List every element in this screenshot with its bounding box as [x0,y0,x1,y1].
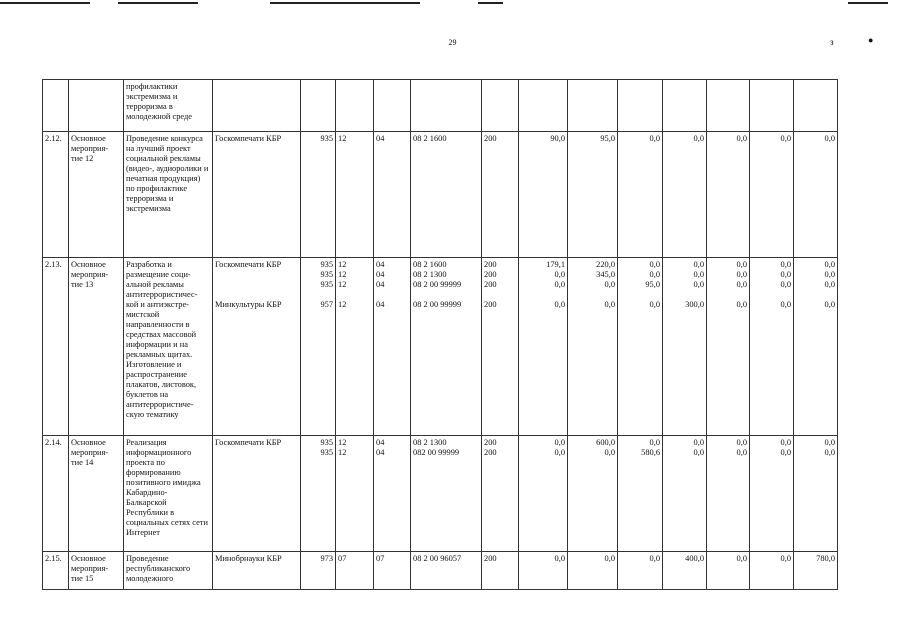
measure-name: Разработка и размещение соци- альной рекламы антитеррористичес- кой и антиэкстре- мистской направленности в средствах массовой информации и на рекламных щитах. Изготовление и распространение плакатов, листовок, буклетов на антитеррористиче- скую тематику [126,260,198,419]
amount-2020-cell [794,436,838,552]
row-number-cell [43,436,69,552]
amount-2016-value: 0,0 [649,134,660,143]
amount-2014-cell [519,132,568,258]
grbs-code-cell [301,132,336,258]
vr-code-value: 200 [484,554,497,563]
csr-code-value: 082 00 99999 [413,448,460,457]
amount-2016-cell [618,436,663,552]
pr-code-cell [374,80,411,132]
executor-cell [213,436,301,552]
amount-2019-value: 0,0 [780,270,791,279]
scan-edge-line [270,2,420,4]
executor-cell [213,132,301,258]
grbs-code-value: 935 [320,448,333,457]
amount-2018-cell [707,258,750,436]
amount-2017-value: 0,0 [693,134,704,143]
amount-2014-cell [519,80,568,132]
row-number-cell [43,258,69,436]
rz-code-value: 12 [338,438,347,447]
pr-code-cell [374,552,411,590]
row-number: 2.13. [45,260,62,269]
amount-2017-value: 0,0 [693,438,704,447]
csr-code-cell [411,552,482,590]
amount-2014-value: 90,0 [550,134,565,143]
amount-2017-value: 400,0 [685,554,704,563]
amount-2017-cell [663,80,707,132]
pr-code-value: 04 [376,134,385,143]
measure-type-cell [69,436,124,552]
amount-2014-cell [519,552,568,590]
rz-code-value: 07 [338,554,347,563]
amount-2019-cell [750,436,794,552]
amount-2015-value: 345,0 [596,270,615,279]
vr-code-value: 200 [484,300,497,309]
measure-type-cell [69,552,124,590]
amount-2014-cell [519,436,568,552]
pr-code-cell [374,132,411,258]
csr-code-value: 08 2 00 99999 [413,280,462,289]
row-number: 2.12. [45,134,62,143]
executor-value: Госкомпечати КБР [215,134,282,143]
measure-name-cell [124,552,213,590]
amount-2015-cell [568,258,618,436]
amount-2017-value: 0,0 [693,260,704,269]
amount-2020-value: 0,0 [824,438,835,447]
csr-code-value: 08 2 1600 [413,260,447,269]
corner-mark: з [830,37,834,47]
executor-value: Минобрнауки КБР [215,554,282,563]
amount-2016-cell [618,80,663,132]
table-row [43,552,838,590]
amount-2016-value: 0,0 [649,260,660,269]
vr-code-value: 200 [484,260,497,269]
csr-code-value: 08 2 00 99999 [413,300,462,309]
rz-code-cell [336,436,374,552]
amount-2018-cell [707,436,750,552]
rz-code-value: 12 [338,134,347,143]
pr-code-value: 07 [376,554,385,563]
amount-2019-cell [750,552,794,590]
rz-code-cell [336,132,374,258]
grbs-code-cell [301,552,336,590]
vr-code-cell [482,132,519,258]
amount-2019-cell [750,132,794,258]
table-row [43,132,838,258]
amount-2014-value: 0,0 [554,300,565,309]
amount-2015-value: 0,0 [604,554,615,563]
amount-2016-value: 0,0 [649,438,660,447]
amount-2020-cell [794,80,838,132]
table-row [43,80,838,132]
amount-2019-value: 0,0 [780,554,791,563]
amount-2018-value: 0,0 [736,270,747,279]
grbs-code-value: 935 [320,260,333,269]
amount-2020-cell [794,258,838,436]
measure-name: профилактики экстремизма и терроризма в молодежной среде [126,82,193,121]
grbs-code-value: 935 [320,280,333,289]
amount-2019-value: 0,0 [780,260,791,269]
executor-cell [213,552,301,590]
executor-value [215,280,298,290]
executor-value: Минкультуры КБР [215,300,282,309]
amount-2017-value: 300,0 [685,300,704,309]
amount-2015-value: 220,0 [596,260,615,269]
amount-2015-value: 0,0 [604,300,615,309]
grbs-code-cell [301,436,336,552]
scan-edge-line [848,2,888,4]
amount-2019-value: 0,0 [780,448,791,457]
measure-type: Основное мероприя- тие 12 [71,134,109,163]
vr-code-value: 200 [484,270,497,279]
vr-code-value: 200 [484,134,497,143]
amount-2020-value: 0,0 [824,270,835,279]
amount-2018-cell [707,552,750,590]
grbs-code-value: 973 [320,554,333,563]
table-row [43,258,838,436]
pr-code-value: 04 [376,280,385,289]
rz-code-cell [336,258,374,436]
measure-type-cell [69,132,124,258]
rz-code-value: 12 [338,280,347,289]
amount-2019-value: 0,0 [780,134,791,143]
amount-2017-value: 0,0 [693,280,704,289]
amount-2015-value: 0,0 [604,280,615,289]
rz-code-value: 12 [338,300,347,309]
csr-code-cell [411,258,482,436]
amount-2019-value: 0,0 [780,438,791,447]
amount-2016-value: 95,0 [645,280,660,289]
rz-code-value: 12 [338,448,347,457]
amount-2019-value: 0,0 [780,300,791,309]
scan-edge-line [118,2,198,4]
amount-2017-cell [663,436,707,552]
amount-2015-value: 0,0 [604,448,615,457]
measure-type: Основное мероприя- тие 13 [71,260,109,289]
csr-code-cell [411,436,482,552]
row-number-cell [43,552,69,590]
rz-code-value: 12 [338,270,347,279]
amount-2018-cell [707,80,750,132]
measure-type: Основное мероприя- тие 14 [71,438,109,467]
csr-code-value: 08 2 1600 [413,134,447,143]
corner-mark: ● [868,35,874,45]
pr-code-value: 04 [376,300,385,309]
amount-2016-cell [618,132,663,258]
amount-2017-cell [663,132,707,258]
amount-2014-value: 0,0 [554,270,565,279]
vr-code-cell [482,436,519,552]
grbs-code-value: 935 [320,134,333,143]
row-number-cell [43,80,69,132]
amount-2018-value: 0,0 [736,438,747,447]
csr-code-value: 08 2 1300 [413,270,447,279]
amount-2020-value: 0,0 [824,300,835,309]
scan-edge-line [0,2,90,4]
row-number: 2.15. [45,554,62,563]
amount-2018-value: 0,0 [736,554,747,563]
grbs-code-cell [301,80,336,132]
measure-name-cell [124,436,213,552]
amount-2014-value: 179,1 [546,260,565,269]
row-number: 2.14. [45,438,62,447]
amount-2015-cell [568,132,618,258]
amount-2018-value: 0,0 [736,280,747,289]
amount-2014-value: 0,0 [554,280,565,289]
vr-code-cell [482,80,519,132]
executor-cell [213,258,301,436]
amount-2018-value: 0,0 [736,134,747,143]
amount-2018-value: 0,0 [736,300,747,309]
grbs-code-cell [301,258,336,436]
amount-2020-cell [794,132,838,258]
grbs-code-value: 935 [320,270,333,279]
vr-code-value: 200 [484,280,497,289]
amount-2016-value: 0,0 [649,300,660,309]
csr-code-value: 08 2 1300 [413,438,447,447]
pr-code-value: 04 [376,260,385,269]
amount-2020-value: 0,0 [824,280,835,289]
amount-2018-cell [707,132,750,258]
measure-name-cell [124,80,213,132]
grbs-code-value: 935 [320,438,333,447]
amount-2016-cell [618,258,663,436]
pr-code-value: 04 [376,448,385,457]
page-number: 29 [448,38,457,47]
amount-2020-value: 0,0 [824,134,835,143]
vr-code-cell [482,258,519,436]
csr-code-value: 08 2 00 96057 [413,554,462,563]
vr-code-value: 200 [484,448,497,457]
amount-2015-cell [568,436,618,552]
row-number-cell [43,132,69,258]
amount-2016-value: 0,0 [649,270,660,279]
measure-name-cell [124,258,213,436]
rz-code-cell [336,552,374,590]
vr-code-value: 200 [484,438,497,447]
amount-2019-cell [750,80,794,132]
pr-code-cell [374,258,411,436]
amount-2015-value: 600,0 [596,438,615,447]
amount-2020-value: 0,0 [824,448,835,457]
amount-2017-cell [663,552,707,590]
amount-2014-value: 0,0 [554,448,565,457]
amount-2016-value: 0,0 [649,554,660,563]
amount-2020-cell [794,552,838,590]
measure-type-cell [69,80,124,132]
measure-name: Реализация информационного проекта по формированию позитивного имиджа Кабардино- Балкарской Республики в социальных сетях сети Интернет [126,438,208,537]
amount-2017-value: 0,0 [693,270,704,279]
executor-value [215,270,298,280]
program-measures-table [42,79,838,590]
rz-code-value: 12 [338,260,347,269]
grbs-code-value: 957 [320,300,333,309]
amount-2014-value: 0,0 [554,438,565,447]
vr-code-cell [482,552,519,590]
amount-2019-cell [750,258,794,436]
amount-2020-value: 780,0 [816,554,835,563]
measure-type-cell [69,258,124,436]
amount-2018-value: 0,0 [736,448,747,457]
measure-type: Основное мероприя- тие 15 [71,554,109,583]
csr-code-cell [411,132,482,258]
measure-name: Проведение республиканского молодежного [126,554,191,583]
rz-code-cell [336,80,374,132]
pr-code-value: 04 [376,270,385,279]
amount-2017-cell [663,258,707,436]
measure-name: Проведение конкурса на лучший проект социальной рекламы (видео-, аудиоролики и печатная продукция) по профилактике терроризма и экстремизма [126,134,209,213]
amount-2017-value: 0,0 [693,448,704,457]
amount-2016-cell [618,552,663,590]
amount-2019-value: 0,0 [780,280,791,289]
amount-2015-cell [568,80,618,132]
amount-2015-value: 95,0 [600,134,615,143]
amount-2016-value: 580,6 [641,448,660,457]
scan-edge-line [478,2,503,4]
pr-code-value: 04 [376,438,385,447]
pr-code-cell [374,436,411,552]
executor-value: Госкомпечати КБР [215,438,282,447]
executor-cell [213,80,301,132]
amount-2014-cell [519,258,568,436]
table-row [43,436,838,552]
amount-2015-cell [568,552,618,590]
amount-2014-value: 0,0 [554,554,565,563]
amount-2020-value: 0,0 [824,260,835,269]
measure-name-cell [124,132,213,258]
amount-2018-value: 0,0 [736,260,747,269]
executor-value: Госкомпечати КБР [215,260,282,269]
csr-code-cell [411,80,482,132]
